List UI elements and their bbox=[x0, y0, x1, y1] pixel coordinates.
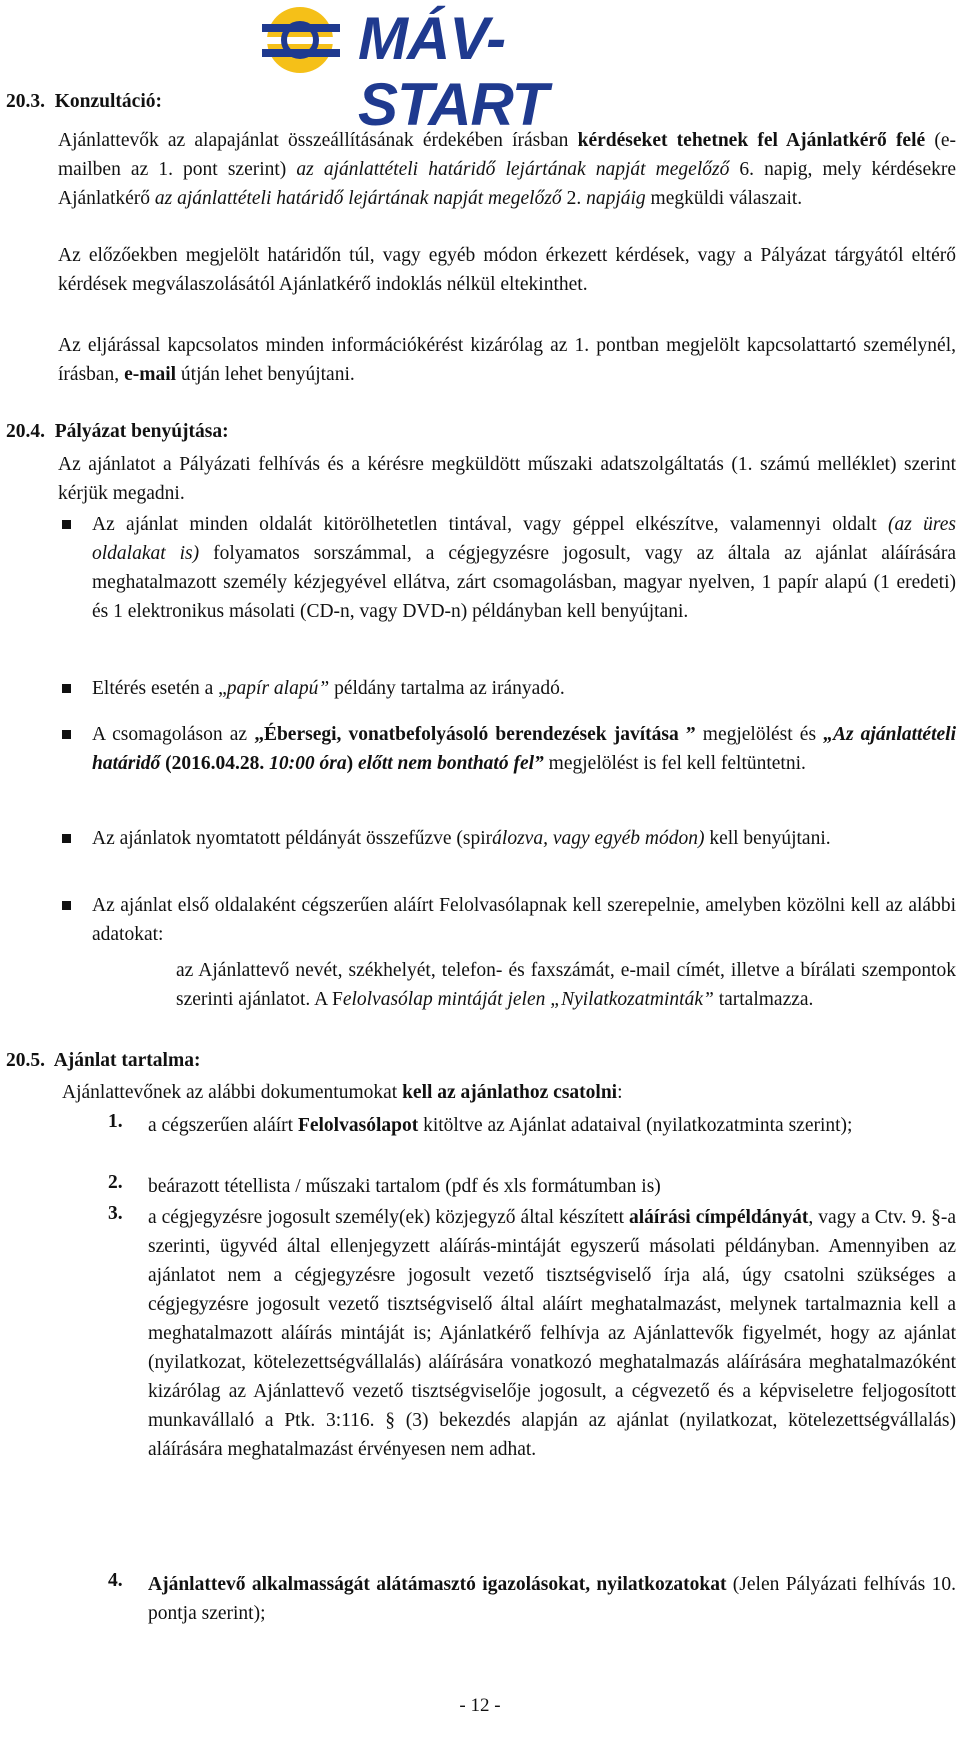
bullet-item bbox=[92, 720, 956, 778]
text-run: az ajánlattételi határidő lejártának napját megelőző bbox=[154, 188, 562, 209]
list-number: 4. bbox=[108, 1570, 123, 1591]
text-run: (2016.04.28. bbox=[160, 753, 270, 774]
bullet-item bbox=[92, 891, 956, 949]
text-run: a cégszerűen aláírt bbox=[148, 1115, 298, 1136]
list-item bbox=[148, 1570, 956, 1628]
text-run: Ajánlattevő alkalmasságát alátámasztó igazolásokat, nyilatkozatokat bbox=[148, 1574, 727, 1595]
text-run: útján lehet benyújtani. bbox=[176, 364, 355, 385]
text-run: kell benyújtani. bbox=[704, 828, 831, 849]
text-run: Ajánlattevőnek az alábbi dokumentumokat bbox=[62, 1082, 403, 1103]
bullet-item bbox=[92, 824, 956, 853]
text-run: Ajánlattevők az alapajánlat összeállításának érdekében írásban bbox=[58, 130, 578, 151]
text-run: , vagy a Ctv. 9. §-a szerinti, ügyvéd által ellenjegyzett aláírás-mintáját egyszerű másolati példányban. Amennyiben az ajánlatot nem a cégjegyzésre jogosult vezető tisztségviselő írja alá, úgy csatolni szükséges a cégjegyzésre jogosult vezető tisztségviselő által aláírt meghatalmazást, melynek tartalmaznia kell a meghatalmazott aláírás mintáját is; Ajánlatkérő felhívja az Ajánlattevők figyelmét, hogy az ajánlat (nyilatkozat, kötelezettségvállalás) aláírására vonatkozó meghatalmazás aláírására meghatalmazóként kizárólag az Ajánlattevő vezető tisztségviselője jogosult, a cégvezető és a képviseletre feljogosított munkavállaló a Ptk. 3:116. § (3) bekezdés alapján az ajánlat (nyilatkozat, kötelezettségvállalás) aláírására meghatalmazást érvényesen nem adhat. bbox=[148, 1207, 956, 1460]
text-run: Az előzőekben megjelölt határidőn túl, vagy egyéb módon érkezett kérdések, vagy a Pályázat tárgyától eltérő kérdések megválaszolásától Ajánlatkérő indoklás nélkül eltekinthet. bbox=[58, 245, 956, 295]
paragraph bbox=[58, 450, 956, 508]
text-run: (e-mailben az 1. pont szerint) bbox=[58, 130, 956, 180]
text-run: (Jelen Pályázati felhívás 10. pontja szerint); bbox=[148, 1574, 956, 1624]
text-run: példány tartalma az irányadó. bbox=[329, 678, 565, 699]
text-run: megjelölést is fel kell feltüntetni. bbox=[543, 753, 806, 774]
bullet-icon bbox=[62, 901, 71, 910]
list-item bbox=[148, 1172, 956, 1201]
bullet-icon bbox=[62, 684, 71, 693]
paragraph bbox=[58, 126, 956, 213]
text-run: megküldi válaszait. bbox=[645, 188, 803, 209]
text-run: : bbox=[617, 1082, 623, 1103]
section-title: Pályázat benyújtása: bbox=[54, 421, 229, 442]
text-run: kitöltve az Ajánlat adataival (nyilatkozatminta szerint); bbox=[418, 1115, 853, 1136]
text-run: „Ébersegi, vonatbefolyásoló berendezések javítása ” bbox=[254, 724, 696, 745]
text-run: folyamatos sorszámmal, a cégjegyzésre jogosult, vagy az általa az ajánlat aláírására meghatalmazott személy kézjegyével ellátva, zárt csomagolásban, magyar nyelven, 1 papír alapú (1 eredeti) és 1 elektronikus másolati (CD-n, vagy DVD-n) példányban kell benyújtani. bbox=[92, 543, 956, 622]
text-run: 2. bbox=[561, 188, 587, 209]
text-run: aláírási címpéldányát bbox=[628, 1207, 809, 1228]
paragraph bbox=[58, 331, 956, 389]
paragraph bbox=[58, 241, 956, 299]
section-number: 20.3. bbox=[6, 91, 45, 112]
text-run: papír alapú” bbox=[226, 678, 330, 699]
list-item bbox=[148, 1203, 956, 1464]
paragraph bbox=[62, 1078, 956, 1107]
text-run: „Az ajánlattételi határidő bbox=[92, 724, 956, 774]
text-run: 10:00 óra bbox=[269, 753, 347, 774]
list-item bbox=[148, 1111, 956, 1140]
text-run: álozva, vagy egyéb módon) bbox=[492, 828, 705, 849]
bullet-icon bbox=[62, 730, 71, 739]
text-run: előtt nem bontható fel” bbox=[358, 753, 544, 774]
section-title: Konzultáció: bbox=[54, 91, 162, 112]
text-run: A csomagoláson az bbox=[92, 724, 255, 745]
text-run: tartalmazza. bbox=[713, 989, 814, 1010]
bullet-icon bbox=[62, 520, 71, 529]
text-run: Eltérés esetén a „ bbox=[92, 678, 227, 699]
text-run: kell az ajánlathoz csatolni bbox=[402, 1082, 618, 1103]
text-run: napjáig bbox=[586, 188, 646, 209]
text-run: 6. napig, mely kérdésekre Ajánlatkérő bbox=[58, 159, 957, 209]
list-number: 2. bbox=[108, 1172, 123, 1193]
list-number: 3. bbox=[108, 1203, 123, 1224]
section-20-3-heading bbox=[6, 91, 162, 113]
text-run: Az ajánlatok nyomtatott példányát összefűzve (spir bbox=[92, 828, 493, 849]
text-run: Felolvasólapot bbox=[297, 1115, 419, 1136]
text-run: Az ajánlatot a Pályázati felhívás és a kérésre megküldött műszaki adatszolgáltatás (1. számú melléklet) szerint kérjük megadni. bbox=[58, 454, 956, 504]
text-run: (az üres oldalakat is) bbox=[92, 514, 956, 564]
bullet-item bbox=[92, 674, 956, 703]
list-number: 1. bbox=[108, 1111, 123, 1132]
bullet-icon bbox=[62, 834, 71, 843]
section-number: 20.4. bbox=[6, 421, 45, 442]
logo-text: MÁV-START bbox=[358, 5, 548, 138]
text-run: e-mail bbox=[124, 364, 177, 385]
text-run: az ajánlattételi határidő lejártának napját megelőző bbox=[296, 159, 730, 180]
text-run: az Ajánlattevő nevét, székhelyét, telefon- és faxszámát, e-mail címét, illetve a bírálati szempontok szerinti ajánlatot. A F bbox=[176, 960, 956, 1010]
section-title: Ajánlat tartalma: bbox=[53, 1050, 201, 1071]
text-run: Az eljárással kapcsolatos minden információkérést kizárólag az 1. pontban megjelölt kapcsolattartó személynél, írásban, bbox=[58, 335, 956, 385]
mav-start-emblem-icon bbox=[250, 4, 360, 76]
bullet-item bbox=[92, 510, 956, 626]
section-number: 20.5. bbox=[6, 1050, 45, 1071]
page-number: - 12 - bbox=[459, 1695, 501, 1716]
text-run: megjelölést és bbox=[695, 724, 824, 745]
text-run: Az ajánlat minden oldalát kitörölhetetlen tintával, vagy géppel elkészítve, valamennyi oldalt bbox=[92, 514, 888, 535]
section-20-4-heading bbox=[6, 421, 229, 443]
text-run: ) bbox=[346, 753, 358, 774]
text-run: beárazott tétellista / műszaki tartalom (pdf és xls formátumban is) bbox=[148, 1176, 661, 1197]
text-run: elolvasólap mintáját jelen „Nyilatkozatminták” bbox=[342, 989, 714, 1010]
text-run: Az ajánlat első oldalaként cégszerűen aláírt Felolvasólapnak kell szerepelnie, amelyben közölni kell az alábbi adatokat: bbox=[92, 895, 956, 945]
section-20-5-heading bbox=[6, 1050, 200, 1072]
bullet-detail bbox=[176, 956, 956, 1014]
mav-start-logo bbox=[250, 4, 680, 138]
text-run: kérdéseket tehetnek fel Ajánlatkérő felé bbox=[577, 130, 926, 151]
text-run: a cégjegyzésre jogosult személy(ek) közjegyző által készített bbox=[148, 1207, 629, 1228]
